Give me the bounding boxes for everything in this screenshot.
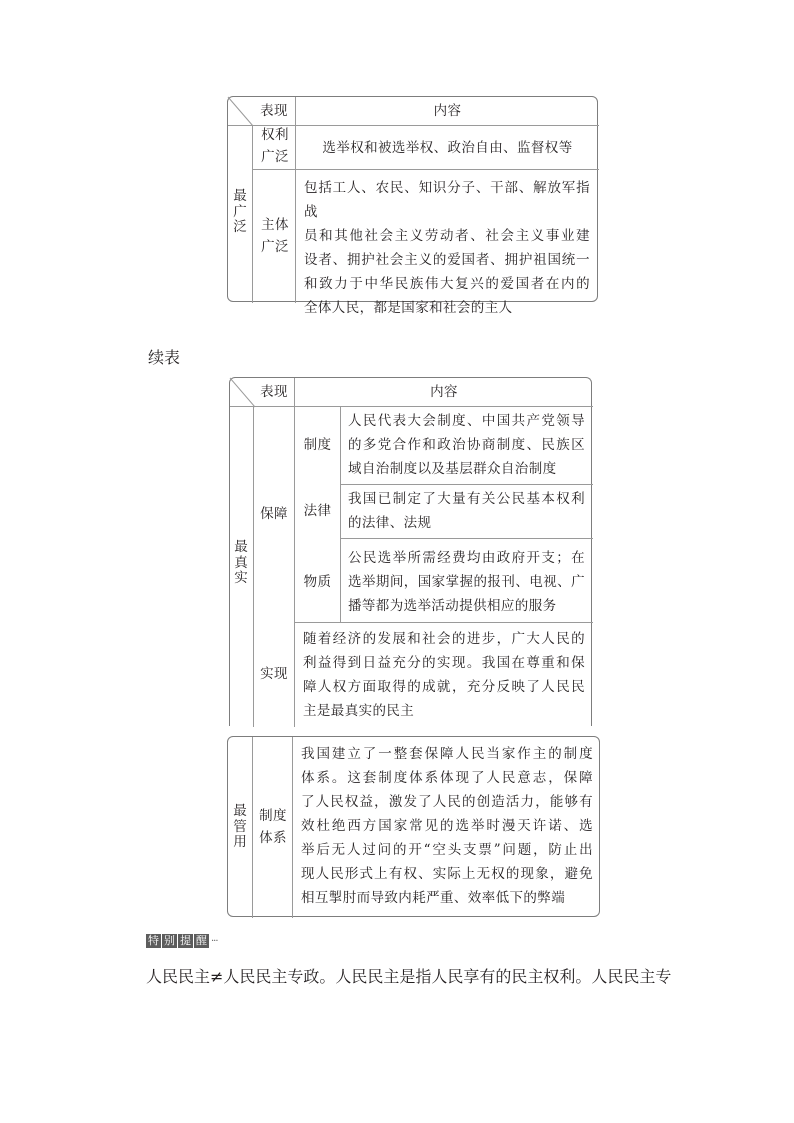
content-line: 随着经济的发展和社会的进步，广大人民的 (303, 631, 585, 647)
content-line: 公民选举所需经费均由政府开支；在 (348, 550, 585, 566)
sub-content-material (348, 546, 585, 618)
category-broadest: 最广泛 (233, 188, 247, 235)
content-line: 障人权方面取得的成就，充分反映了人民民 (303, 679, 585, 695)
tip-char: 别 (164, 934, 175, 947)
system-content (301, 742, 593, 910)
content-line: 人民代表大会制度、中国共产党领导 (348, 413, 585, 429)
sub-content-law (348, 487, 585, 535)
content-line: 员和其他社会主义劳动者、社会主义事业建 (304, 228, 590, 244)
row-label-rights-broad: 权利广泛 (261, 127, 289, 165)
row-content-rights-broad: 选举权和被选举权、政治自由、监督权等 (322, 139, 573, 156)
special-reminder-tag (146, 934, 218, 948)
content-line: 效杜绝西方国家常见的选举时漫天许诺、选 (301, 818, 593, 834)
content-line: 主是最真实的民主 (303, 703, 415, 719)
table-most-useful (227, 736, 600, 917)
content-line: 全体人民，都是国家和社会的主人 (304, 300, 513, 316)
content-line: 和致力于中华民族伟大复兴的爱国者在内的 (304, 276, 590, 292)
system-label: 制度体系 (259, 808, 287, 846)
tip-char: 特 (148, 934, 159, 947)
content-line: 的法律、法规 (348, 515, 432, 531)
content-line: 我国已制定了大量有关公民基本权利 (348, 491, 585, 507)
sub-label-law: 法律 (303, 503, 332, 519)
sub-label-material: 物质 (303, 574, 332, 590)
category-most-useful: 最管用 (233, 803, 247, 850)
content-line: 相互掣肘而导致内耗严重、效率低下的弊端 (301, 890, 566, 906)
category-most-genuine: 最真实 (234, 539, 248, 586)
guarantee-label: 保障 (260, 506, 288, 522)
sub-label-system: 制度 (303, 437, 332, 453)
header-content: 内容 (430, 384, 458, 400)
row-content-subject-broad (304, 176, 590, 320)
content-line: 利益得到日益充分的实现。我国在尊重和保 (303, 655, 585, 671)
table-broadest (227, 96, 598, 316)
tip-dots: ··· (211, 935, 218, 947)
content-line: 包括工人、农民、知识分子、干部、解放军指战 (304, 180, 590, 220)
note-text: 人民民主≠人民民主专政。人民民主是指人民享有的民主权利。人民民主专 (146, 967, 672, 986)
sub-content-system (348, 409, 585, 481)
header-content: 内容 (433, 103, 462, 119)
content-line: 举后无人过问的开“空头支票”问题，防止出 (301, 842, 593, 858)
content-line: 选举期间，国家掌握的报刊、电视、广 (348, 574, 585, 590)
header-diagonal-line (230, 378, 255, 407)
realize-content (303, 627, 585, 723)
tip-char: 醒 (196, 934, 207, 947)
content-line: 设者、拥护社会主义的爱国者、拥护祖国统一 (304, 252, 590, 268)
row-label-subject-broad: 主体广泛 (261, 217, 289, 255)
continued-table-label: 续表 (148, 348, 181, 367)
table-most-genuine (229, 377, 592, 726)
header-diagonal-line (228, 97, 253, 126)
header-expression: 表现 (260, 384, 288, 400)
content-line: 的多党合作和政治协商制度、民族区 (348, 437, 585, 453)
content-line: 我国建立了一整套保障人民当家作主的制度 (301, 746, 593, 762)
content-line: 播等都为选举活动提供相应的服务 (348, 598, 557, 614)
content-line: 了人民权益，激发了人民的创造活力，能够有 (301, 794, 593, 810)
tip-char: 提 (180, 934, 191, 947)
content-line: 体系。这套制度体系体现了人民意志，保障 (301, 770, 593, 786)
content-line: 现人民形式上有权、实际上无权的现象，避免 (301, 866, 593, 882)
content-line: 域自治制度以及基层群众自治制度 (348, 461, 557, 477)
header-expression: 表现 (260, 103, 288, 119)
realize-label: 实现 (260, 666, 288, 682)
